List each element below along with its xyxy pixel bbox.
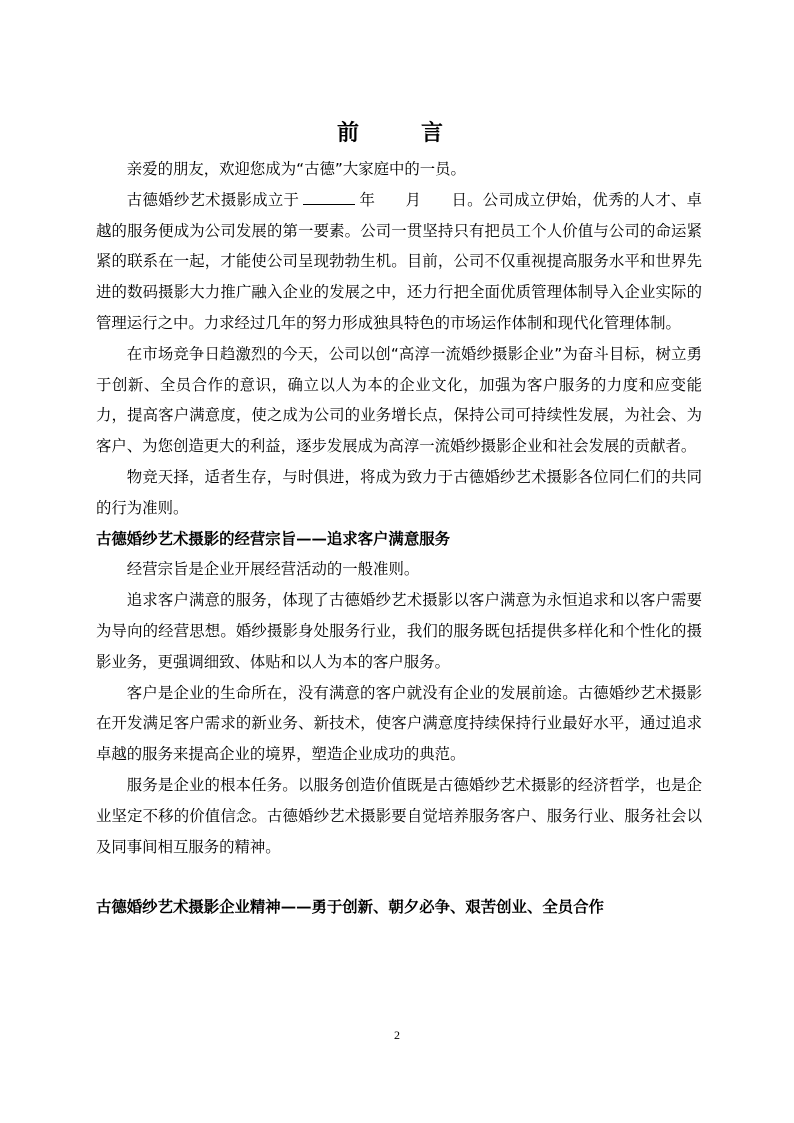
page-number: 2 xyxy=(394,1028,400,1042)
section-heading-business-purpose: 古德婚纱艺术摄影的经营宗旨——追求客户满意服务 xyxy=(96,529,450,548)
section1-paragraph: 服务是企业的根本任务。以服务创造价值既是古德婚纱艺术摄影的经济哲学，也是企业坚定不移的价值信念。古德婚纱艺术摄影要自觉培养服务客户、服务行业、服务社会以及同事间相互服务的精神。 xyxy=(96,775,702,856)
intro-paragraph: 亲爱的朋友，欢迎您成为“古德”大家庭中的一员。 xyxy=(126,160,466,178)
section-heading-enterprise-spirit: 古德婚纱艺术摄影企业精神——勇于创新、朝夕必争、艰苦创业、全员合作 xyxy=(96,898,604,917)
founding-paragraph xyxy=(96,185,702,339)
page-title: 前 言 xyxy=(336,120,463,146)
founding-year-blank xyxy=(303,190,355,205)
section1-paragraph: 追求客户满意的服务，体现了古德婚纱艺术摄影以客户满意为永恒追求和以客户需要为导向的经营思想。婚纱摄影身处服务行业，我们的服务既包括提供多样化和个性化的摄影业务，更强调细致、体贴和以人为本的客户服务。 xyxy=(96,591,702,671)
motto-paragraph: 物竞天择，适者生存，与时俱进，将成为致力于古德婚纱艺术摄影各位同仁们的共同的行为准则。 xyxy=(96,467,702,517)
founding-year-unit: 年 xyxy=(359,190,376,209)
section1-paragraph: 客户是企业的生命所在，没有满意的客户就没有企业的发展前途。古德婚纱艺术摄影在开发满足客户需求的新业务、新技术，使客户满意度持续保持行业最好水平，通过追求卓越的服务来提高企业的境界，塑造企业成功的典范。 xyxy=(96,683,702,764)
market-paragraph: 在市场竞争日趋激烈的今天，公司以创“高淳一流婚纱摄影企业”为奋斗目标，树立勇于创新、全员合作的意识，确立以人为本的企业文化，加强为客户服务的力度和应变能力，提高客户满意度，使之成为公司的业务增长点，保持公司可持续性发展，为社会、为客户、为您创造更大的利益，逐步发展成为高淳一流婚纱摄影企业和社会发展的贡献者。 xyxy=(96,344,702,456)
founding-month-unit: 月 xyxy=(405,190,422,209)
founding-prefix: 古德婚纱艺术摄影成立于 xyxy=(126,190,300,209)
founding-suffix: 。公司成立伊始，优秀的人才、卓越的服务便成为公司发展的第一要素。公司一贯坚持只有把员工个人价值与公司的命运紧紧的联系在一起，才能使公司呈现勃勃生机。目前，公司不仅重视提高服务水平和世界先进的数码摄影大力推广融入企业的发展之中，还力行把全面优质管理体制导入企业实际的管理运行之中。力求经过几年的努力形成独具特色的市场运作体制和现代化管理体制。 xyxy=(96,190,702,332)
section1-paragraph: 经营宗旨是企业开展经营活动的一般准则。 xyxy=(126,560,420,579)
document-body xyxy=(96,154,702,923)
founding-day-unit: 日 xyxy=(451,190,468,209)
